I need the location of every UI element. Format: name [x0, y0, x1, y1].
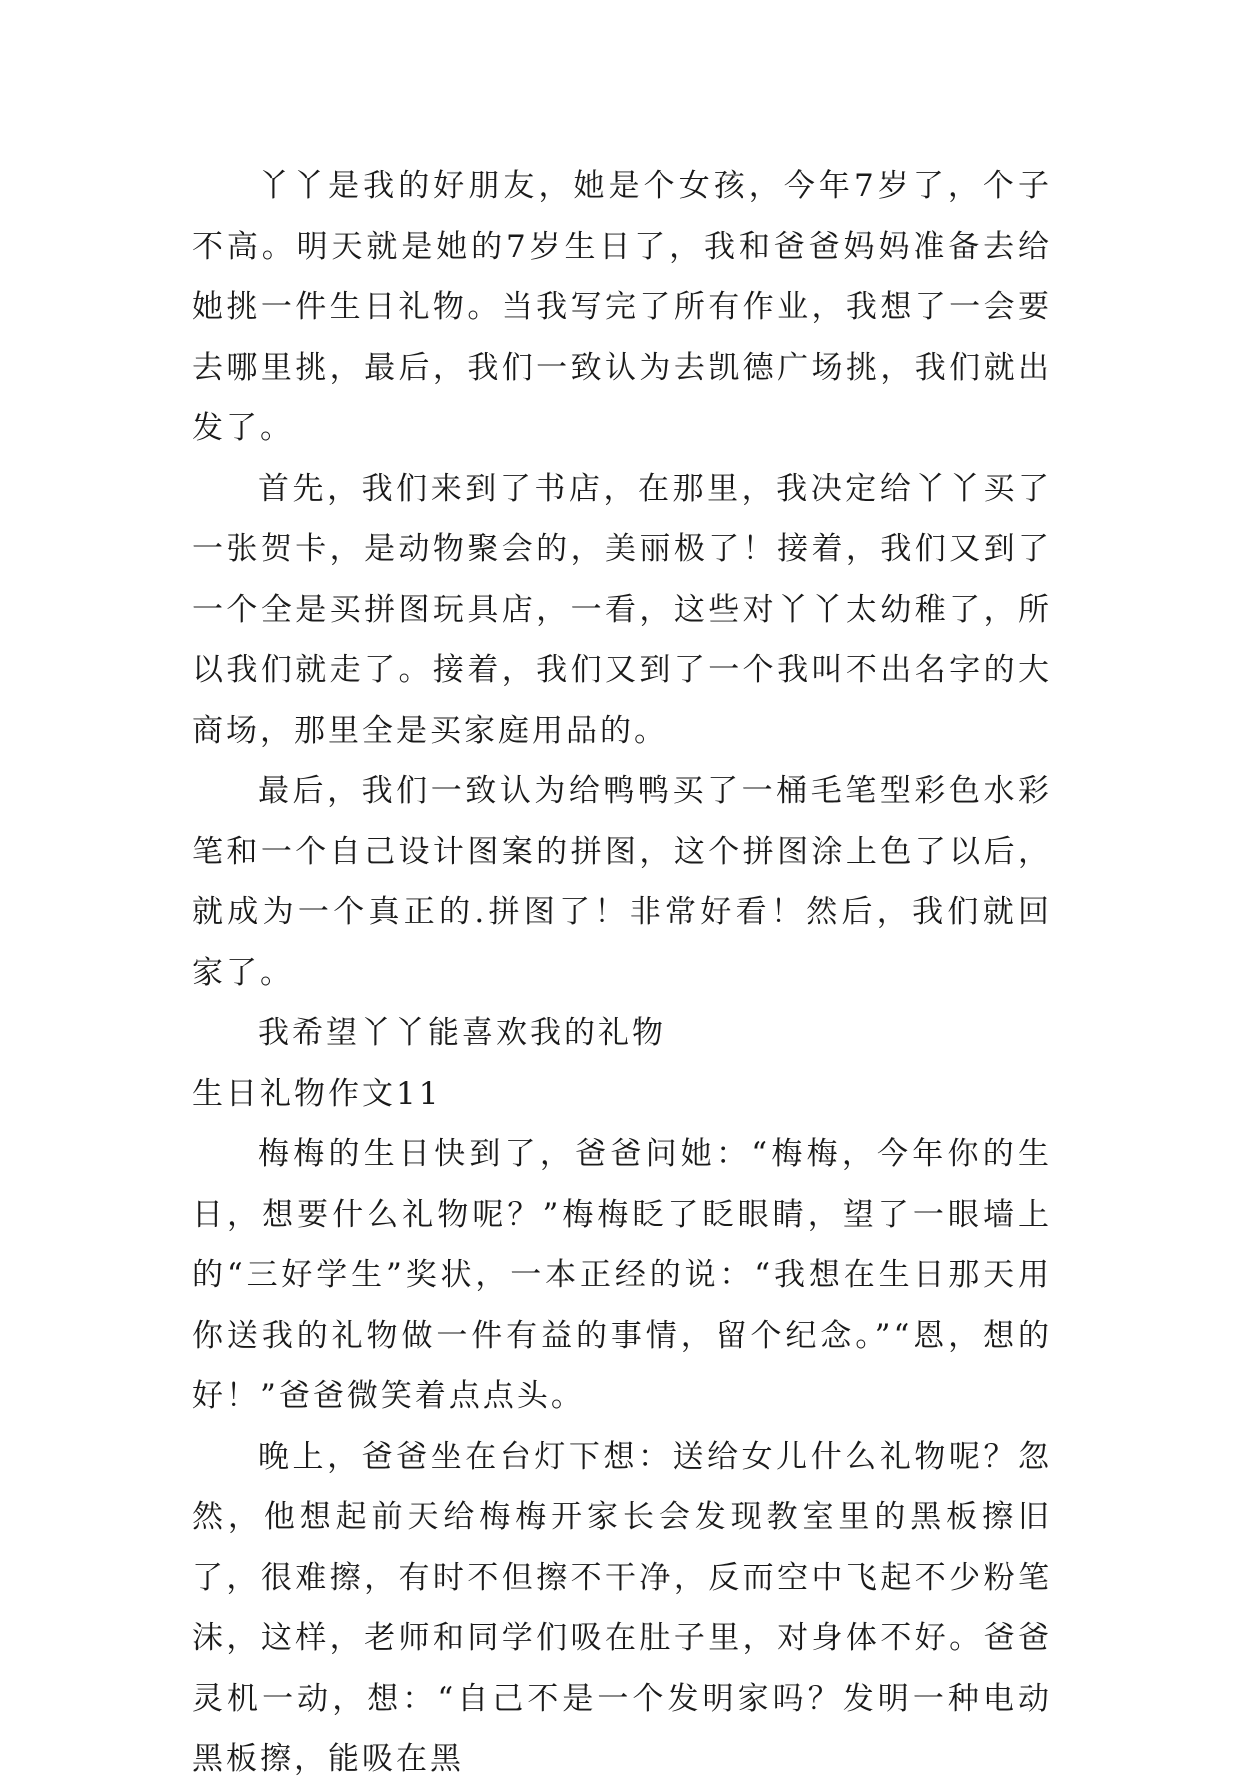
- paragraph-yaya-friend: 丫丫是我的好朋友，她是个女孩，今年7岁了，个子不高。明天就是她的7岁生日了，我和爸爸妈妈准备去给她挑一件生日礼物。当我写完了所有作业，我想了一会要去哪里挑，最后，我们一致认为去凯德广场挑，我们就出发了。: [192, 168, 1052, 446]
- section-title: 生日礼物作文11: [192, 1075, 442, 1112]
- paragraph-final-purchase: 最后，我们一致认为给鸭鸭买了一桶毛笔型彩色水彩笔和一个自己设计图案的拼图，这个拼图涂上色了以后，就成为一个真正的.拼图了！非常好看！然后，我们就回家了。: [192, 773, 1052, 991]
- paragraph-hope: 我希望丫丫能喜欢我的礼物: [258, 1015, 666, 1051]
- document-body: [192, 156, 1052, 1790]
- paragraph-evening-idea: 晚上，爸爸坐在台灯下想：送给女儿什么礼物呢？忽然，他想起前天给梅梅开家长会发现教室里的黑板擦旧了，很难擦，有时不但擦不干净，反而空中飞起不少粉笔沫，这样，老师和同学们吸在肚子里，对身体不好。爸爸灵机一动，想：“自己不是一个发明家吗？发明一种电动黑板擦，能吸在黑: [192, 1438, 1052, 1777]
- paragraph-meimei-birthday: 梅梅的生日快到了，爸爸问她：“梅梅，今年你的生日，想要什么礼物呢？”梅梅眨了眨眼睛，望了一眼墙上的“三好学生”奖状，一本正经的说：“我想在生日那天用你送我的礼物做一件有益的事情，留个纪念。”“恩，想的好！”爸爸微笑着点点头。: [192, 1136, 1052, 1414]
- paragraph-bookstore: 首先，我们来到了书店，在那里，我决定给丫丫买了一张贺卡，是动物聚会的，美丽极了！接着，我们又到了一个全是买拼图玩具店，一看，这些对丫丫太幼稚了，所以我们就走了。接着，我们又到了一个我叫不出名字的大商场，那里全是买家庭用品的。: [192, 470, 1052, 749]
